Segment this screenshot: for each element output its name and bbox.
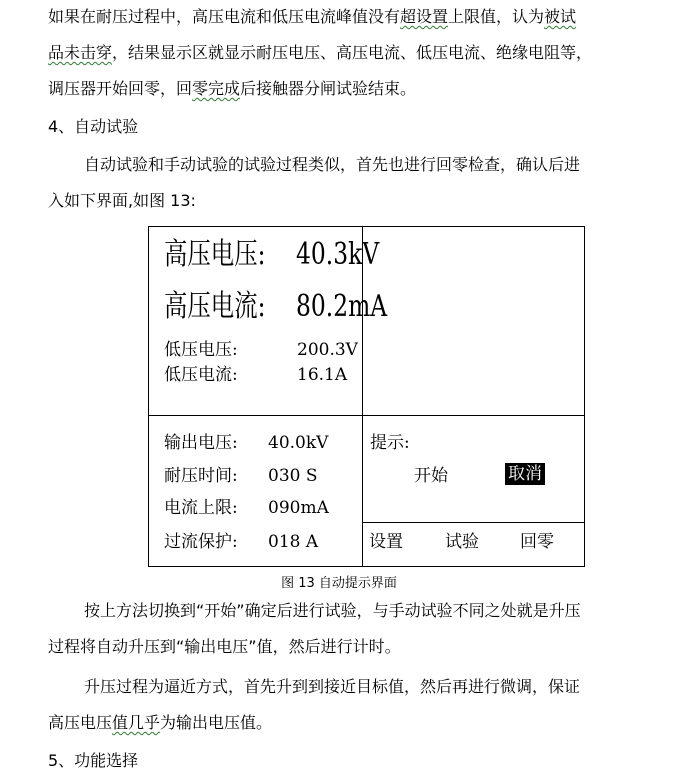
hv-current-label: 高压电流: xyxy=(164,289,266,324)
graph-panel xyxy=(362,226,585,416)
text-run: 为输出电压值。 xyxy=(160,713,273,732)
text-run: 如果在耐压过程中，高压电流和低压电流峰值没有 xyxy=(48,7,401,26)
lv-current-value: 16.1A xyxy=(297,365,348,385)
section-heading: 4、自动试验 xyxy=(48,117,139,136)
text-run: ，结果显示区就显示耐压电压、高压电流、低压电流、绝缘电阻等， xyxy=(112,43,593,62)
cancel-option-selected xyxy=(505,463,545,485)
text-run: 超设置 xyxy=(400,7,449,26)
lv-voltage-label: 低压电压: xyxy=(164,340,238,360)
text-run: 上限值，认为 xyxy=(448,7,545,26)
current-limit-label: 电流上限: xyxy=(164,498,238,518)
figure-caption: 图 13 自动提示界面 xyxy=(281,576,397,591)
menu-test: 试验 xyxy=(445,532,479,552)
hv-voltage-label: 高压电压: xyxy=(164,237,266,272)
menu-setup: 设置 xyxy=(369,532,403,552)
cancel-option-text: 取消 xyxy=(505,463,545,485)
lv-voltage-value: 200.3V xyxy=(297,340,358,360)
text-run: 后接触器分闸试验结束。 xyxy=(240,79,417,98)
text-run: 值几乎 xyxy=(112,713,161,732)
paragraph-line xyxy=(48,42,592,64)
paragraph-line: 自动试验和手动试验的试验过程类似，首先也进行回零检查，确认后进 xyxy=(84,155,581,174)
paragraph-line xyxy=(48,78,416,100)
paragraph-line: 过程将自动升压到“输出电压”值，然后进行计时。 xyxy=(48,637,401,656)
start-option: 开始 xyxy=(414,466,448,486)
text-run: 被试 xyxy=(544,7,577,26)
withstand-time-value: 030 S xyxy=(268,466,318,486)
hv-voltage-value: 40.3kV xyxy=(296,237,380,272)
lv-current-label: 低压电流: xyxy=(164,365,238,385)
paragraph-line xyxy=(48,6,576,28)
current-limit-value: 090mA xyxy=(268,498,329,518)
output-voltage-label: 输出电压: xyxy=(164,433,238,453)
prompt-label: 提示: xyxy=(370,433,410,453)
paragraph-line xyxy=(48,712,272,734)
overcurrent-label: 过流保护: xyxy=(164,532,238,552)
text-run: 调压器开始回零，回 xyxy=(48,79,193,98)
hv-current-value: 80.2mA xyxy=(296,289,388,324)
text-run: 零完成 xyxy=(192,79,241,98)
overcurrent-value: 018 A xyxy=(268,532,319,552)
section-heading: 5、功能选择 xyxy=(48,751,139,770)
paragraph-line: 升压过程为逼近方式，首先升到到接近目标值，然后再进行微调，保证 xyxy=(84,677,581,696)
paragraph-line: 入如下界面,如图 13: xyxy=(48,191,196,210)
text-run: 品未击穿 xyxy=(48,43,113,62)
output-voltage-value: 40.0kV xyxy=(268,433,329,453)
withstand-time-label: 耐压时间: xyxy=(164,466,238,486)
text-run: 高压电压 xyxy=(48,713,113,732)
paragraph-line: 按上方法切换到“开始”确定后进行试验，与手动试验不同之处就是升压 xyxy=(84,601,581,620)
menu-zero: 回零 xyxy=(520,532,554,552)
